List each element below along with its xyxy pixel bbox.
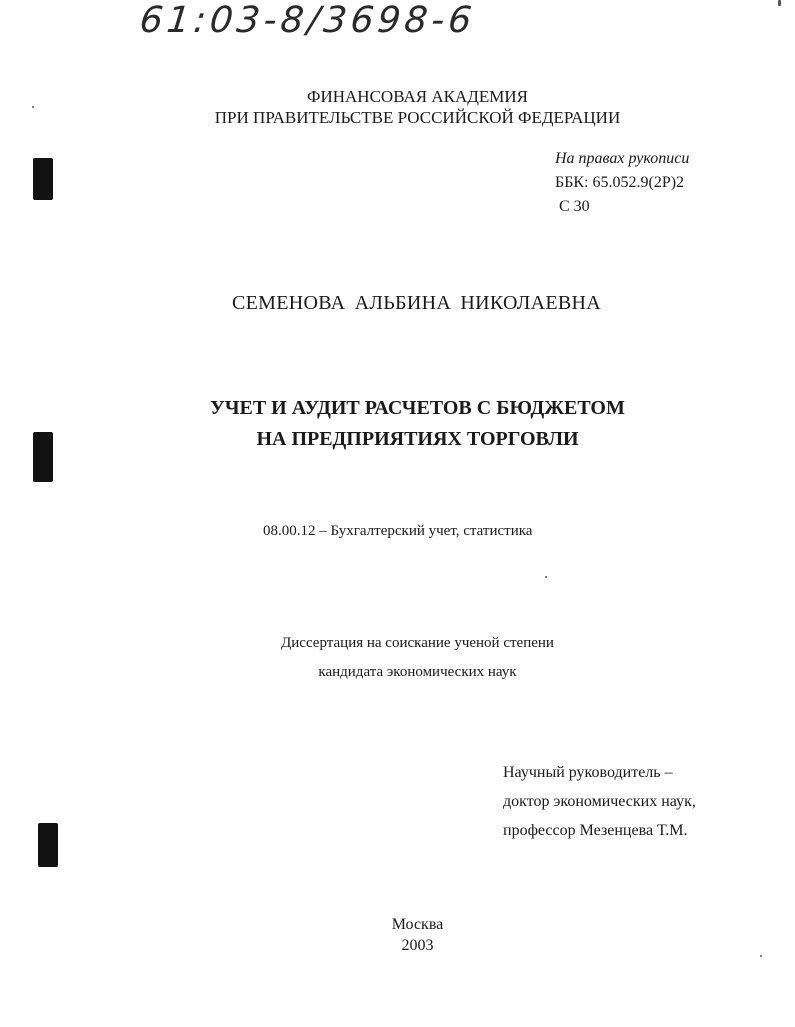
institution-line-1: ФИНАНСОВАЯ АКАДЕМИЯ bbox=[307, 87, 528, 106]
manuscript-rights: На правах рукописи bbox=[555, 150, 690, 167]
year: 2003 bbox=[401, 937, 434, 954]
binding-hole-mark bbox=[38, 823, 58, 867]
city: Москва bbox=[391, 916, 444, 933]
handwritten-shelf-mark: 61:03-8/3698-6 bbox=[137, 0, 478, 41]
place-and-year bbox=[0, 914, 795, 956]
scan-speck bbox=[545, 576, 547, 578]
author-mark: С 30 bbox=[559, 198, 590, 215]
title-line-1: УЧЕТ И АУДИТ РАСЧЕТОВ С БЮДЖЕТОМ bbox=[210, 397, 625, 419]
institution-name bbox=[0, 86, 795, 128]
scan-speck bbox=[778, 0, 781, 6]
advisor-line-2: доктор экономических наук, bbox=[503, 793, 696, 810]
bbk-code: ББК: 65.052.9(2Р)2 bbox=[555, 174, 685, 191]
degree-line-1: Диссертация на соискание ученой степени bbox=[281, 635, 554, 651]
specialty-code: 08.00.12 – Бухгалтерский учет, статистика bbox=[263, 523, 533, 539]
advisor-line-3: профессор Мезенцева Т.М. bbox=[503, 822, 688, 839]
title-line-2: НА ПРЕДПРИЯТИЯХ ТОРГОВЛИ bbox=[256, 428, 579, 450]
institution-line-2: ПРИ ПРАВИТЕЛЬСТВЕ РОССИЙСКОЙ ФЕДЕРАЦИИ bbox=[214, 108, 621, 127]
scientific-advisor bbox=[503, 758, 696, 845]
degree-statement bbox=[0, 629, 795, 687]
author-name-text: СЕМЕНОВА АЛЬБИНА НИКОЛАЕВНА bbox=[231, 292, 601, 314]
binding-hole-mark bbox=[33, 158, 53, 200]
degree-line-2: кандидата экономических наук bbox=[318, 664, 517, 680]
advisor-line-1: Научный руководитель – bbox=[503, 764, 673, 781]
author-name bbox=[0, 292, 795, 315]
dissertation-title bbox=[0, 393, 795, 455]
rights-block bbox=[555, 147, 689, 219]
